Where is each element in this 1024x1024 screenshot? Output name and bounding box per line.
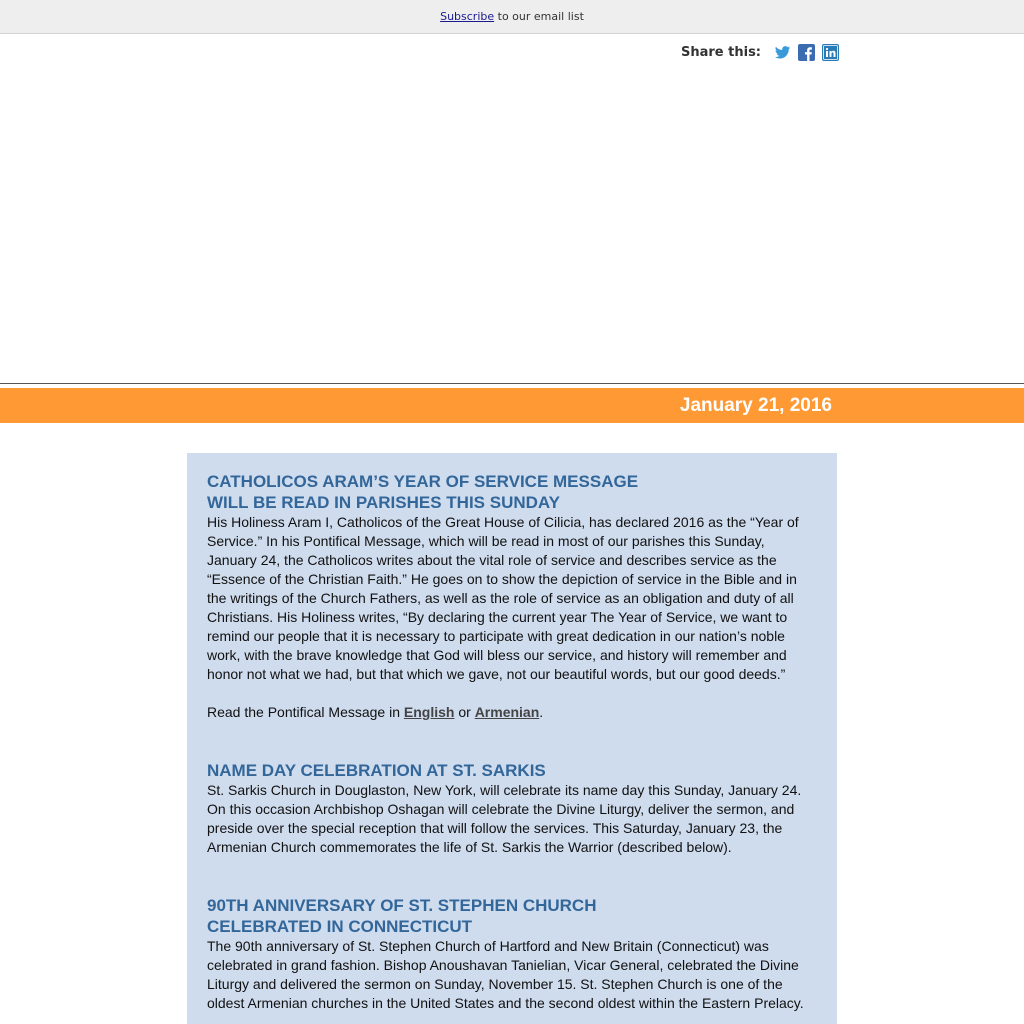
twitter-icon[interactable] — [774, 44, 791, 61]
news-panel — [187, 453, 837, 1024]
article-headline: NAME DAY CELEBRATION AT ST. SARKIS — [207, 761, 546, 780]
article-body: St. Sarkis Church in Douglaston, New York, will celebrate its name day this Sunday, January 24. On this occasion Archbishop Oshagan will celebrate the Divine Liturgy, deliver the sermon, and preside over the special reception that will follow the services. This Saturday, January 23, the Armenian Church commemorates the life of St. Sarkis the Warrior (described below). — [207, 782, 802, 855]
header-divider — [0, 383, 1024, 384]
date-bar — [0, 388, 1024, 423]
linkedin-icon[interactable] — [822, 44, 839, 61]
armenian-link[interactable]: Armenian — [474, 704, 540, 720]
subscribe-suffix: to our email list — [494, 10, 584, 23]
article-body: The 90th anniversary of St. Stephen Church of Hartford and New Britain (Connecticut) was celebrated in grand fashion. Bishop Anoushavan Tanielian, Vicar General, celebrated the Divine Liturgy and delivered the sermon on Sunday, November 15. St. Stephen Church is one of the oldest Armenian churches in the United States and the second oldest within the Eastern Prelacy. — [207, 938, 804, 1011]
article-headline: 90TH ANNIVERSARY OF ST. STEPHEN CHURCH CELEBRATED IN CONNECTICUT — [207, 896, 597, 936]
english-link[interactable]: English — [403, 704, 455, 720]
article-3 — [207, 895, 817, 1013]
subscribe-link[interactable]: Subscribe — [440, 10, 495, 23]
read-message-line: Read the Pontifical Message in English or Armenian. — [207, 704, 544, 720]
share-bar — [681, 44, 846, 61]
issue-date: January 21, 2016 — [679, 395, 832, 416]
article-headline: CATHOLICOS ARAM’S YEAR OF SERVICE MESSAGE WILL BE READ IN PARISHES THIS SUNDAY — [207, 472, 639, 512]
share-label: Share this: — [681, 45, 762, 60]
subscribe-bar — [0, 0, 1024, 34]
article-1 — [207, 471, 817, 722]
header-image-area — [0, 70, 1024, 380]
facebook-icon[interactable] — [798, 44, 815, 61]
article-body: His Holiness Aram I, Catholicos of the Great House of Cilicia, has declared 2016 as the “Year of Service.” In his Pontifical Message, which will be read in most of our parishes this Sunday, January 24, the Catholicos writes about the vital role of service and describes service as the “Essence of the Christian Faith.” He goes on to show the depiction of service in the Bible and in the writings of the Church Fathers, as well as the role of service as an obligation and duty of all Christians. His Holiness writes, “By declaring the current year The Year of Service, we want to remind our people that it is necessary to participate with great dedication in our nation’s noble work, with the brave knowledge that God will bless our service, and history will remember and honor not what we had, but that which we gave, not our beautiful words, but our good deeds.” — [207, 514, 799, 682]
article-2 — [207, 760, 817, 857]
